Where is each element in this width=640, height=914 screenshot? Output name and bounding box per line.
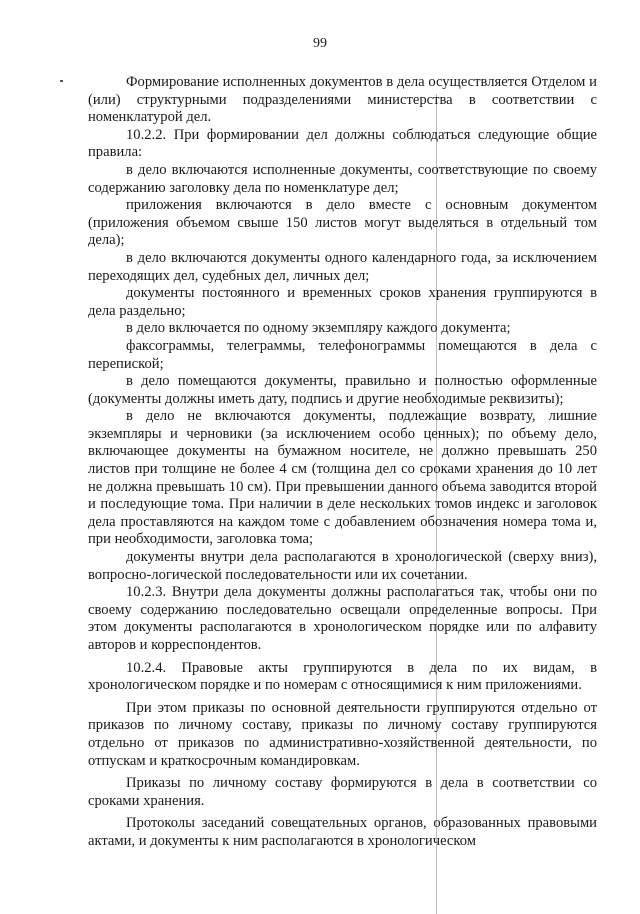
paragraph: При этом приказы по основной деятельности группируются отдельно от приказов по личному составу, приказы по личному составу группируются отдельно от приказов по административно-хозяйственной деятельности, по отпускам и краткосрочным командировкам. xyxy=(88,699,597,769)
paragraph: 10.2.3. Внутри дела документы должны располагаться так, чтобы они по своему содержанию последовательно освещали определенные вопросы. При этом документы располагаются в хронологическом порядке или по алфавиту авторов и корреспондентов. xyxy=(88,584,597,653)
paragraph: Формирование исполненных документов в дела осуществляется Отделом и (или) структурными подразделениями министерства в соответствии с номенклатурой дел. xyxy=(88,74,597,126)
paragraph: факсограммы, телеграммы, телефонограммы помещаются в дела с перепиской; xyxy=(88,337,597,372)
paragraph: 10.2.2. При формировании дел должны соблюдаться следующие общие правила: xyxy=(88,126,597,161)
paragraph: 10.2.4. Правовые акты группируются в дела по их видам, в хронологическом порядке и по номерам с относящимися к ним приложениями. xyxy=(88,659,597,694)
paragraph: в дело включаются документы одного календарного года, за исключением переходящих дел, судебных дел, личных дел; xyxy=(88,249,597,284)
page-number: 99 xyxy=(313,36,327,51)
paragraph: Протоколы заседаний совещательных органов, образованных правовыми актами, и документы к ним располагаются в хронологическом xyxy=(88,815,597,849)
paragraph: в дело включается по одному экземпляру каждого документа; xyxy=(126,320,511,337)
paragraph: в дело включаются исполненные документы, соответствующие по своему содержанию заголовку дела по номенклатуре дел; xyxy=(88,161,597,196)
margin-mark xyxy=(60,80,63,82)
paragraph: в дело помещаются документы, правильно и полностью оформленные (документы должны иметь дату, подпись и другие необходимые реквизиты); xyxy=(88,373,597,407)
paragraph: документы внутри дела располагаются в хронологической (сверху вниз), вопросно-логической последовательности или их сочетании. xyxy=(88,549,597,583)
paragraph: приложения включаются в дело вместе с основным документом (приложения объемом свыше 150 листов могут выделяться в отдельный том дела); xyxy=(88,197,597,249)
paragraph: Приказы по личному составу формируются в дела в соответствии со сроками хранения. xyxy=(88,775,597,809)
document-body xyxy=(88,74,597,851)
paragraph: в дело не включаются документы, подлежащие возврату, лишние экземпляры и черновики (за исключением особо ценных); по объему дело, включающее документы на бумажном носителе, не должно превышать 250 листов при толщине не более 4 см (толщина дел со сроками хранения до 10 лет не должна превышать 10 см). При превышении данного объема заводится второй и последующие тома. При наличии в деле нескольких томов индекс и заголовок дела проставляются на каждом томе с добавлением обозначения номера тома и, при необходимости, заголовка тома; xyxy=(88,408,597,548)
paragraph: документы постоянного и временных сроков хранения группируются в дела раздельно; xyxy=(88,285,597,319)
